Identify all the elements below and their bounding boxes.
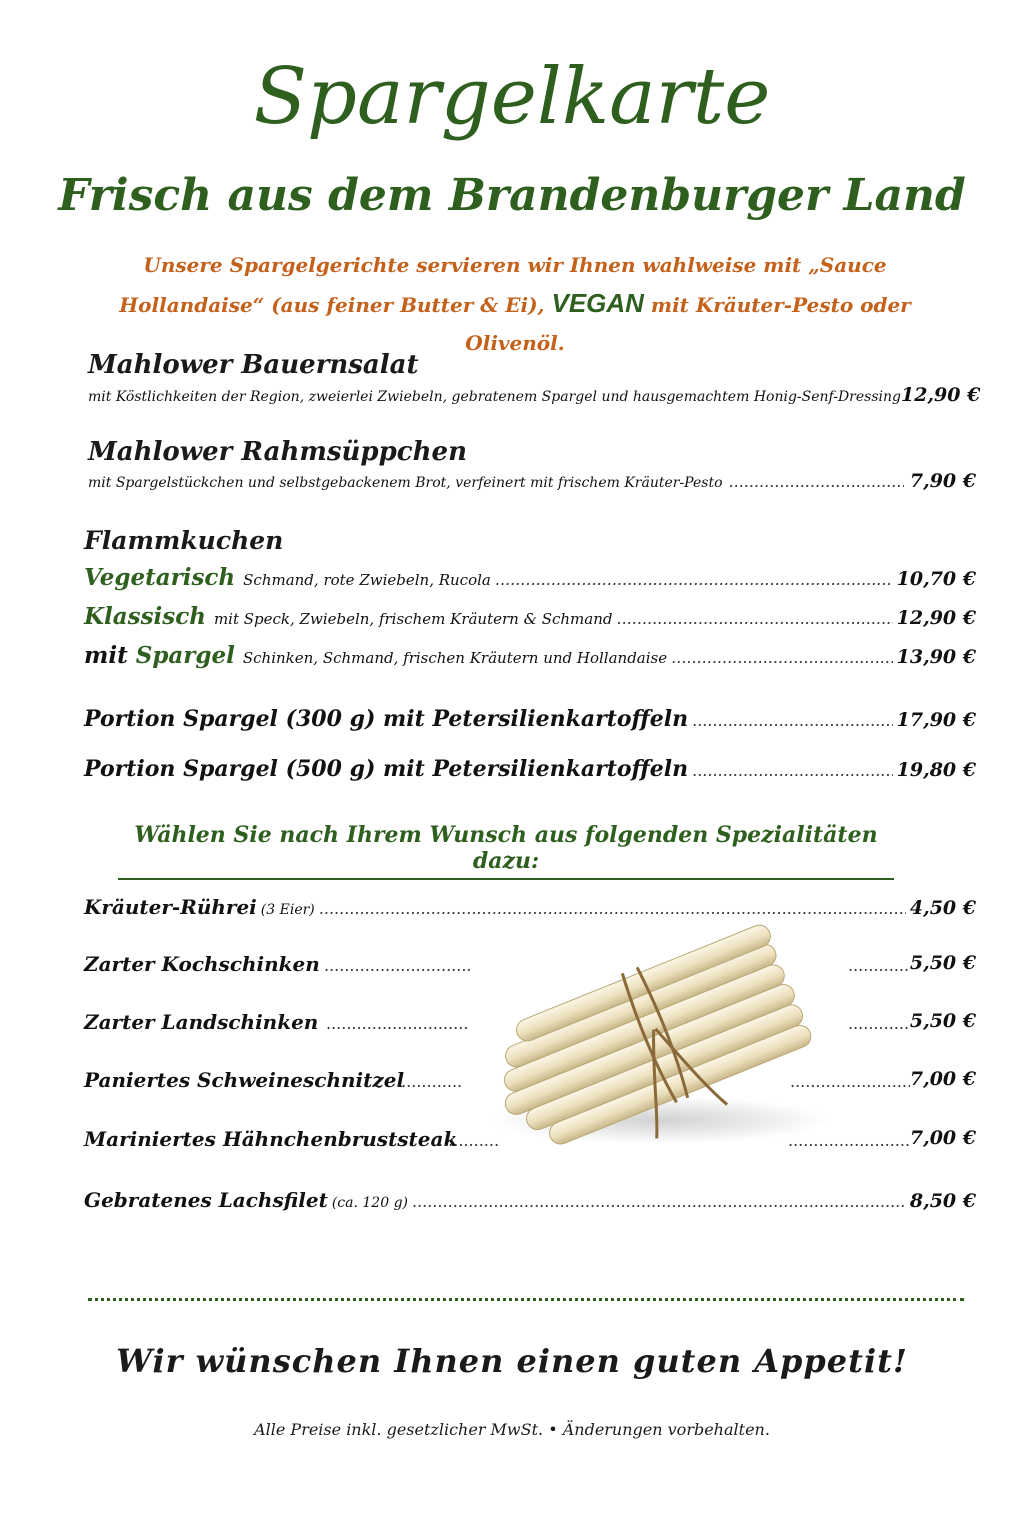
leader-dots <box>319 899 906 918</box>
starter-price: 12,90 € <box>900 384 981 406</box>
flammkuchen-row <box>84 642 976 669</box>
portion-price: 17,90 € <box>896 709 976 731</box>
side-price: 8,50 € <box>909 1190 976 1212</box>
side-row <box>84 895 976 919</box>
side-note: (ca. 120 g) <box>331 1195 408 1211</box>
flammkuchen-heading: Flammkuchen <box>84 526 284 555</box>
leader-dots <box>326 1014 468 1033</box>
portion-price: 19,80 € <box>896 759 976 781</box>
side-name: Paniertes Schweineschnitzel <box>84 1068 405 1092</box>
flammkuchen-price: 10,70 € <box>896 568 976 590</box>
side-name: Zarter Kochschinken <box>84 952 320 976</box>
page-title: Spargelkarte <box>253 52 771 142</box>
asparagus-bundle-illustration <box>470 920 850 1150</box>
leader-dots <box>848 1014 910 1033</box>
flammkuchen-price: 12,90 € <box>896 607 976 629</box>
portion-row <box>84 756 976 782</box>
flammkuchen-label: Klassisch <box>84 603 206 630</box>
side-price: 7,00 € <box>909 1127 976 1149</box>
side-price: 7,00 € <box>909 1068 976 1090</box>
flammkuchen-description: Schinken, Schmand, frischen Kräutern und Hollandaise <box>242 649 668 667</box>
side-price: 5,50 € <box>909 952 976 974</box>
side-row <box>84 1188 976 1212</box>
portion-row <box>84 706 976 732</box>
side-name: Kräuter-Rührei <box>84 895 257 919</box>
dotted-divider <box>88 1298 964 1301</box>
leader-dots <box>495 570 893 589</box>
side-name: Gebratenes Lachsfilet <box>84 1188 328 1212</box>
portion-name: Portion Spargel (300 g) mit Petersilienkartoffeln <box>84 706 689 732</box>
leader-dots <box>729 472 904 491</box>
specialties-heading: Wählen Sie nach Ihrem Wunsch aus folgenden Spezialitäten dazu: <box>118 822 894 880</box>
intro-text <box>100 246 930 362</box>
leader-dots <box>692 711 893 730</box>
flammkuchen-description: mit Speck, Zwiebeln, frischem Kräutern & Schmand <box>213 610 613 628</box>
side-note: (3 Eier) <box>260 902 315 918</box>
starter-row <box>88 470 976 492</box>
intro-part1: Unsere Spargelgerichte servieren wir Ihnen wahlweise mit „Sauce Hollandaise“ (aus feiner Butter & Ei), <box>119 253 887 317</box>
page-subtitle: Frisch aus dem Brandenburger Land <box>58 170 966 221</box>
leader-dots <box>396 1072 462 1091</box>
portion-name: Portion Spargel (500 g) mit Petersilienkartoffeln <box>84 756 689 782</box>
flammkuchen-description: Schmand, rote Zwiebeln, Rucola <box>243 571 491 589</box>
side-name: Zarter Landschinken <box>84 1010 319 1034</box>
flammkuchen-row <box>84 603 976 630</box>
starter-description: mit Spargelstückchen und selbstgebackenem Brot, verfeinert mit frischem Kräuter-Pesto <box>88 475 723 491</box>
side-price: 4,50 € <box>909 897 976 919</box>
starter-name: Mahlower Rahmsüppchen <box>88 437 467 467</box>
side-name: Mariniertes Hähnchenbruststeak <box>84 1127 458 1151</box>
intro-part2: mit Kräuter-Pesto oder Olivenöl. <box>465 293 911 355</box>
starter-price: 7,90 € <box>909 470 976 492</box>
flammkuchen-label: Vegetarisch <box>84 564 236 591</box>
flammkuchen-row <box>84 564 976 591</box>
side-price: 5,50 € <box>909 1010 976 1032</box>
flammkuchen-label: Spargel <box>135 642 235 669</box>
leader-dots <box>671 648 893 667</box>
leader-dots <box>692 761 893 780</box>
flammkuchen-price: 13,90 € <box>896 646 976 668</box>
closing-message: Wir wünschen Ihnen einen guten Appetit! <box>116 1342 908 1380</box>
starter-description: mit Köstlichkeiten der Region, zweierlei Zwiebeln, gebratenem Spargel und hausgemachtem Honig-Senf-Dressing <box>88 389 901 405</box>
leader-dots <box>848 956 910 975</box>
leader-dots <box>616 609 892 628</box>
leader-dots <box>324 956 472 975</box>
flammkuchen-prefix: mit <box>84 642 128 669</box>
footer-note: Alle Preise inkl. gesetzlicher MwSt. • Änderungen vorbehalten. <box>254 1420 770 1439</box>
starter-name: Mahlower Bauernsalat <box>88 350 419 380</box>
starter-row <box>88 384 981 406</box>
vegan-label: VEGAN <box>551 288 644 318</box>
leader-dots <box>412 1192 906 1211</box>
